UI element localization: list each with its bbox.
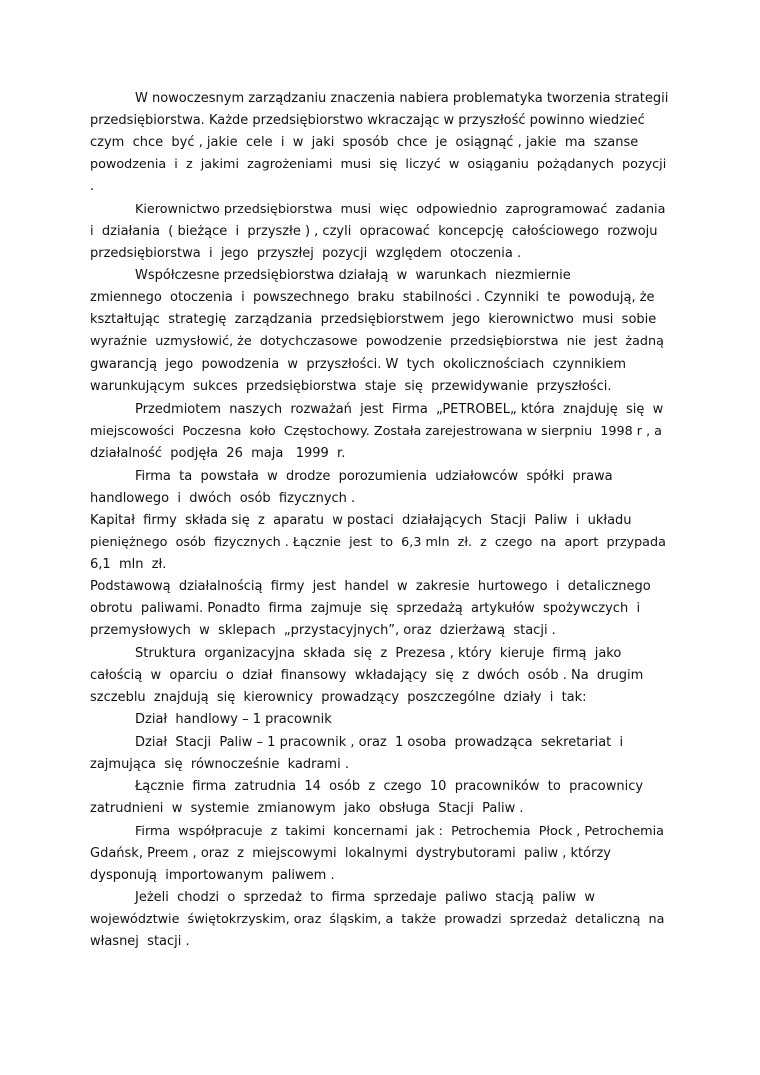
text-line: przedsiębiorstwa. Każde przedsiębiorstwo wkraczając w przyszłość powinno wiedzieć [90,113,645,128]
text-line: obrotu paliwami. Ponadto firma zajmuje się sprzedażą artykułów spożywczych i [90,601,641,616]
text-line: pieniężnego osób fizycznych . Łącznie jest to 6,3 mln zł. z czego na aport przypada [90,535,666,550]
text-line: warunkującym sukces przedsiębiorstwa staje się przewidywanie przyszłości. [90,379,612,394]
text-line: czym chce być , jakie cele i w jaki sposób chce je osiągnąć , jakie ma szanse [90,135,639,150]
text-line: 6,1 mln zł. [90,557,167,572]
text-line: województwie świętokrzyskim, oraz śląskim, a także prowadzi sprzedaż detaliczną na [90,912,665,927]
text-line: zatrudnieni w systemie zmianowym jako obsługa Stacji Paliw . [90,801,524,816]
text-line: własnej stacji . [90,934,190,949]
text-line: Firma ta powstała w drodze porozumienia udziałowców spółki prawa [135,469,613,484]
text-line: przedsiębiorstwa i jego przyszłej pozycji względem otoczenia . [90,246,522,261]
text-line: Firma współpracuje z takimi koncernami jak : Petrochemia Płock , Petrochemia [135,824,664,839]
text-line: Jeżeli chodzi o sprzedaż to firma sprzedaje paliwo stacją paliw w [135,890,596,905]
text-line: W nowoczesnym zarządzaniu znaczenia nabiera problematyka tworzenia strategii [135,91,669,106]
text-line: działalność podjęła 26 maja 1999 r. [90,446,346,461]
text-line: Dział Stacji Paliw – 1 pracownik , oraz 1 osoba prowadząca sekretariat i [135,735,624,750]
text-line: Kapitał firmy składa się z aparatu w postaci działających Stacji Paliw i układu [90,513,632,528]
text-line: powodzenia i z jakimi zagrożeniami musi się liczyć w osiąganiu pożądanych pozycji [90,157,667,172]
text-line: szczeblu znajdują się kierownicy prowadzący poszczególne działy i tak: [90,690,587,705]
text-line: Łącznie firma zatrudnia 14 osób z czego 10 pracowników to pracownicy [135,779,644,794]
text-line: Struktura organizacyjna składa się z Prezesa , który kieruje firmą jako [135,646,622,661]
text-line: wyraźnie uzmysłowić, że dotychczasowe powodzenie przedsiębiorstwa nie jest żadną [90,334,664,349]
text-line: Przedmiotem naszych rozważań jest Firma „PETROBEL„ która znajduję się w [135,402,664,417]
text-line: gwarancją jego powodzenia w przyszłości. W tych okolicznościach czynnikiem [90,357,627,372]
text-line: Podstawową działalnością firmy jest handel w zakresie hurtowego i detalicznego [90,579,651,594]
text-line: Dział handlowy – 1 pracownik [135,712,332,727]
text-line: całością w oparciu o dział finansowy wkładający się z dwóch osób . Na drugim [90,668,644,683]
text-line: Kierownictwo przedsiębiorstwa musi więc odpowiednio zaprogramować zadania [135,202,666,217]
text-line: miejscowości Poczesna koło Częstochowy. Została zarejestrowana w sierpniu 1998 r , a [90,424,662,439]
text-line: . [90,179,95,194]
text-line: Gdańsk, Preem , oraz z miejscowymi lokalnymi dystrybutorami paliw , którzy [90,846,611,861]
text-line: zajmująca się równocześnie kadrami . [90,757,349,772]
text-line: handlowego i dwóch osób fizycznych . [90,491,356,506]
text-line: kształtując strategię zarządzania przedsiębiorstwem jego kierownictwo musi sobie [90,312,657,327]
text-line: przemysłowych w sklepach „przystacyjnych”, oraz dzierżawą stacji . [90,623,556,638]
text-line: zmiennego otoczenia i powszechnego braku stabilności . Czynniki te powodują, że [90,290,655,305]
text-line: dysponują importowanym paliwem . [90,868,335,883]
text-line: i działania ( bieżące i przyszłe ) , czyli opracować koncepcję całościowego rozwoju [90,224,658,239]
text-line: Współczesne przedsiębiorstwa działają w warunkach niezmiernie [135,268,571,283]
